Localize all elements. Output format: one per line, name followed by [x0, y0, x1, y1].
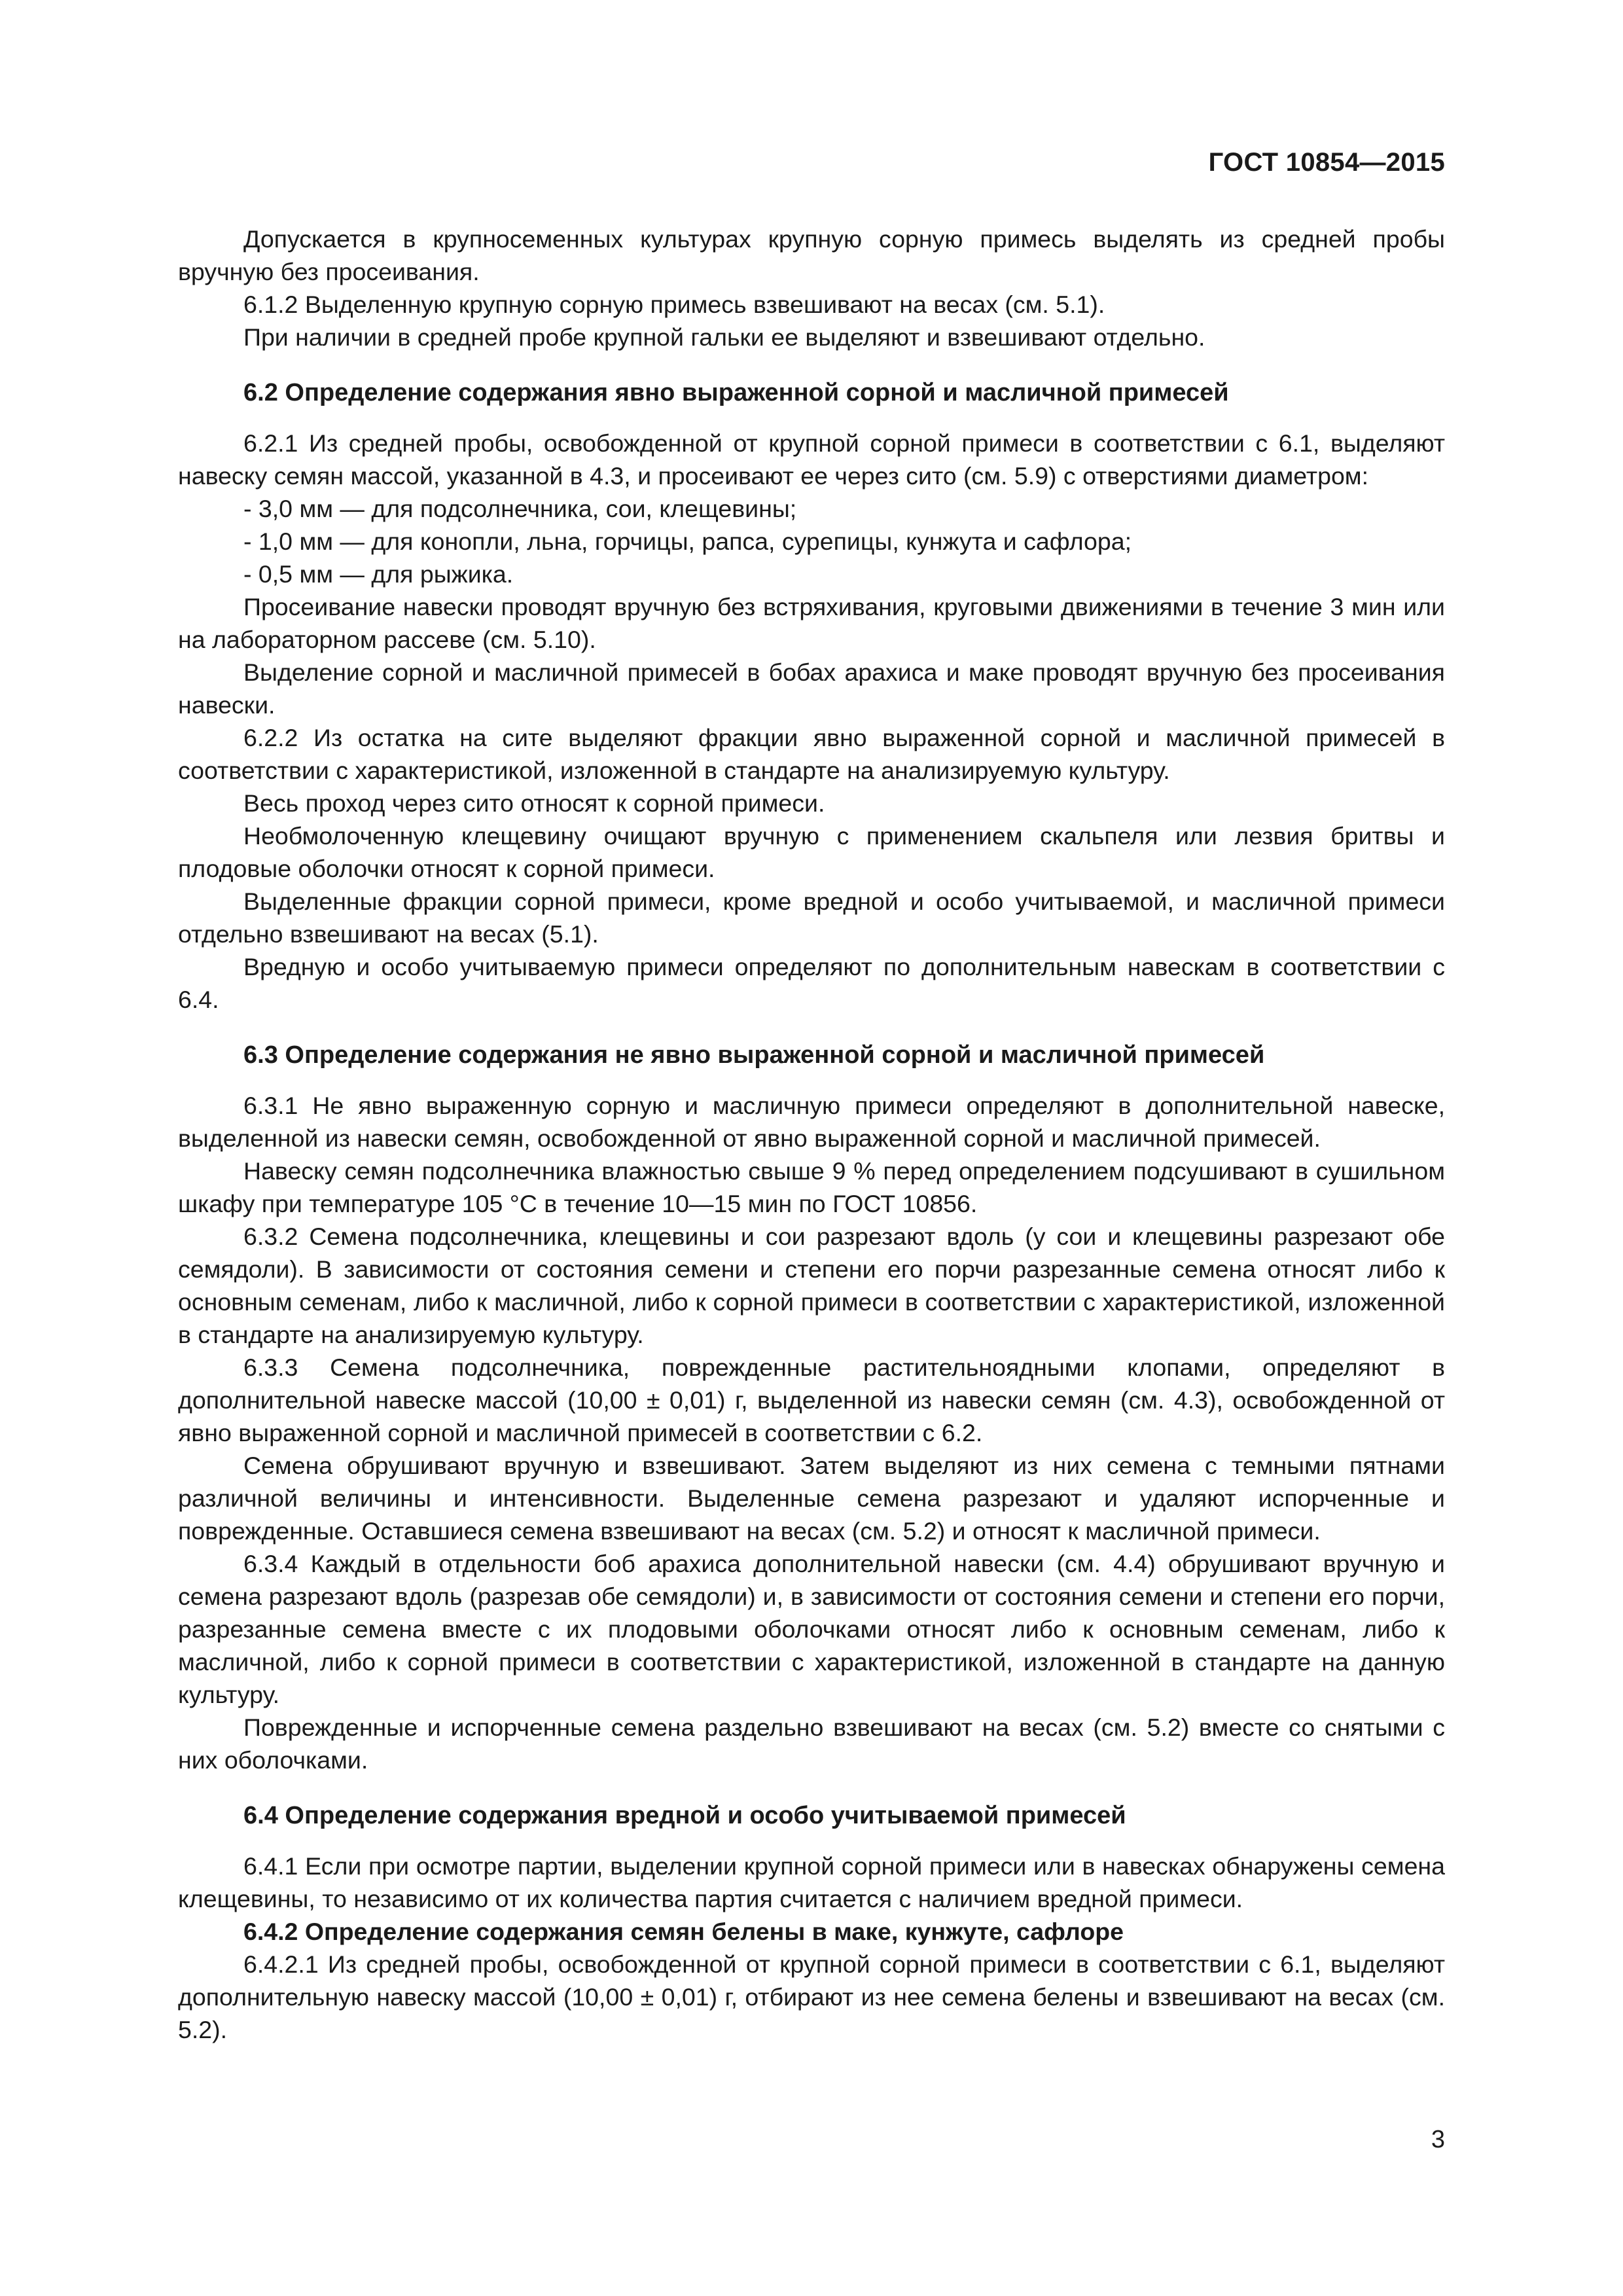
section-heading: 6.3 Определение содержания не явно выраженной сорной и масличной примесей [243, 1041, 1265, 1069]
paragraph: 6.3.4 Каждый в отдельности боб арахиса дополнительной навески (см. 4.4) обрушивают вручную и семена разрезают вдоль (разрезав обе семядоли) и, в зависимости от состояния семени и степени его порчи, разрезанные семена вместе с их плодовыми оболочками относят либо к основным семенам, либо к масличной, либо к сорной примеси в соответствии с характеристикой, изложенной в стандарте на данную культуру. [178, 1550, 1445, 1708]
section-heading: 6.2 Определение содержания явно выраженной сорной и масличной примесей [243, 379, 1229, 406]
subsection-heading: 6.4.2 Определение содержания семян белены в маке, кунжуте, сафлоре [243, 1918, 1124, 1945]
paragraph: 6.2.1 Из средней пробы, освобожденной от крупной сорной примеси в соответствии с 6.1, выделяют навеску семян массой, указанной в 4.3, и просеивают ее через сито (см. 5.9) с отверстиями диаметром: [178, 429, 1445, 490]
paragraph: Выделение сорной и масличной примесей в бобах арахиса и маке проводят вручную без просеивания навески. [178, 658, 1445, 719]
paragraph: 6.2.2 Из остатка на сите выделяют фракции явно выраженной сорной и масличной примесей в соответствии с характеристикой, изложенной в стандарте на анализируемую культуру. [178, 724, 1445, 784]
list-item: - 0,5 мм — для рыжика. [243, 560, 514, 588]
section-heading: 6.4 Определение содержания вредной и особо учитываемой примесей [243, 1802, 1126, 1829]
paragraph: 6.4.1 Если при осмотре партии, выделении крупной сорной примеси или в навесках обнаружены семена клещевины, то независимо от их количества партия считается с наличием вредной примеси. [178, 1852, 1445, 1912]
standard-header: ГОСТ 10854—2015 [1208, 148, 1445, 177]
paragraph: 6.1.2 Выделенную крупную сорную примесь взвешивают на весах (см. 5.1). [243, 291, 1105, 318]
page-number: 3 [1431, 2126, 1445, 2153]
document-body [178, 223, 1445, 2046]
paragraph: Допускается в крупносеменных культурах крупную сорную примесь выделять из средней пробы вручную без просеивания. [178, 225, 1445, 285]
paragraph: 6.3.2 Семена подсолнечника, клещевины и сои разрезают вдоль (у сои и клещевины разрезают обе семядоли). В зависимости от состояния семени и степени его порчи разрезанные семена относят либо к основным семенам, либо к масличной, либо к сорной примеси в соответствии с характеристикой, изложенной в стандарте на анализируемую культуру. [178, 1223, 1445, 1348]
paragraph: Весь проход через сито относят к сорной примеси. [243, 789, 825, 817]
paragraph: Навеску семян подсолнечника влажностью свыше 9 % перед определением подсушивают в сушильном шкафу при температуре 105 °С в течение 10—15 мин по ГОСТ 10856. [178, 1157, 1445, 1217]
paragraph: Просеивание навески проводят вручную без встряхивания, круговыми движениями в течение 3 мин или на лабораторном рассеве (см. 5.10). [178, 593, 1445, 653]
list-item: - 3,0 мм — для подсолнечника, сои, клещевины; [243, 495, 797, 522]
paragraph: 6.3.1 Не явно выраженную сорную и масличную примеси определяют в дополнительной навеске, выделенной из навески семян, освобожденной от явно выраженной сорной и масличной примесей. [178, 1092, 1445, 1152]
paragraph: Вредную и особо учитываемую примеси определяют по дополнительным навескам в соответствии с 6.4. [178, 953, 1445, 1013]
paragraph: Выделенные фракции сорной примеси, кроме вредной и особо учитываемой, и масличной примеси отдельно взвешивают на весах (5.1). [178, 888, 1445, 948]
paragraph: Поврежденные и испорченные семена раздельно взвешивают на весах (см. 5.2) вместе со снятыми с них оболочками. [178, 1713, 1445, 1774]
paragraph: 6.3.3 Семена подсолнечника, поврежденные растительноядными клопами, определяют в дополнительной навеске массой (10,00 ± 0,01) г, выделенной из навески семян (см. 4.3), освобожденной от явно выраженной сорной и масличной примесей в соответствии с 6.2. [178, 1354, 1445, 1446]
paragraph: 6.4.2.1 Из средней пробы, освобожденной от крупной сорной примеси в соответствии с 6.1, выделяют дополнительную навеску массой (10,00 ± 0,01) г, отбирают из нее семена белены и взвешивают на весах (см. 5.2). [178, 1950, 1445, 2043]
paragraph: При наличии в средней пробе крупной гальки ее выделяют и взвешивают отдельно. [243, 323, 1205, 351]
paragraph: Семена обрушивают вручную и взвешивают. Затем выделяют из них семена с темными пятнами различной величины и интенсивности. Выделенные семена разрезают и удаляют испорченные и поврежденные. Оставшиеся семена взвешивают на весах (см. 5.2) и относят к масличной примеси. [178, 1452, 1445, 1545]
paragraph: Необмолоченную клещевину очищают вручную с применением скальпеля или лезвия бритвы и плодовые оболочки относят к сорной примеси. [178, 822, 1445, 882]
list-item: - 1,0 мм — для конопли, льна, горчицы, рапса, сурепицы, кунжута и сафлора; [243, 528, 1132, 555]
